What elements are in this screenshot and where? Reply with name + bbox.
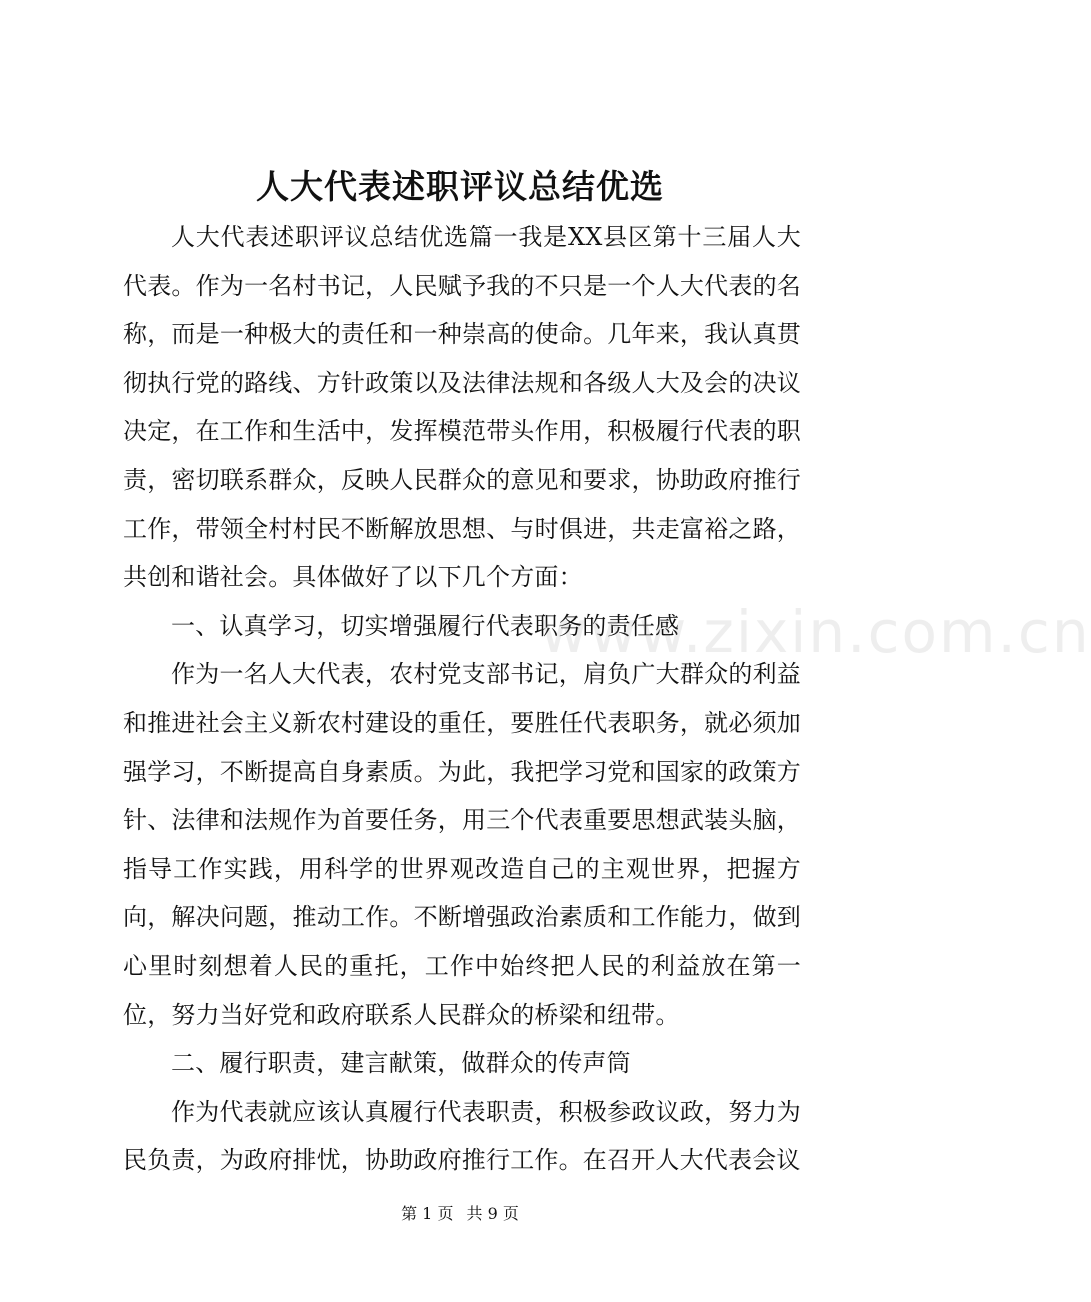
paragraph-section-2: 作为代表就应该认真履行代表职责，积极参政议政，努力为民负责，为政府排忧，协助政府推行工作。在召开人大代表会议 bbox=[123, 1097, 801, 1175]
page-footer bbox=[0, 1202, 920, 1226]
document-body bbox=[123, 213, 801, 1185]
section-heading-1: 一、认真学习，切实增强履行代表职务的责任感 bbox=[171, 611, 680, 640]
section-heading-2: 二、履行职责，建言献策，做群众的传声筒 bbox=[171, 1049, 631, 1078]
document-title: 人大代表述职评议总结优选 bbox=[256, 167, 664, 206]
page-total: 共 9 页 bbox=[466, 1204, 519, 1223]
paragraph-intro: 人大代表述职评议总结优选篇一我是XX县区第十三届人大代表。作为一名村书记，人民赋予我的不只是一个人大代表的名称，而是一种极大的责任和一种崇高的使命。几年来，我认真贯彻执行党的路线、方针政策以及法律法规和各级人大及会的决议决定，在工作和生活中，发挥模范带头作用，积极履行代表的职责，密切联系群众，反映人民群众的意见和要求，协助政府推行工作，带领全村村民不断解放思想、与时俱进，共走富裕之路，共创和谐社会。具体做好了以下几个方面： bbox=[123, 223, 801, 592]
watermark: www.zixin.com.cn bbox=[540, 598, 1091, 666]
paragraph-section-1: 作为一名人大代表，农村党支部书记，肩负广大群众的利益和推进社会主义新农村建设的重任，要胜任代表职务，就必须加强学习，不断提高自身素质。为此，我把学习党和国家的政策方针、法律和法规作为首要任务，用三个代表重要思想武装头脑，指导工作实践，用科学的世界观改造自己的主观世界，把握方向，解决问题，推动工作。不断增强政治素质和工作能力，做到心里时刻想着人民的重托，工作中始终把人民的利益放在第一位，努力当好党和政府联系人民群众的桥梁和纽带。 bbox=[123, 660, 801, 1029]
page-number: 第 1 页 bbox=[401, 1204, 454, 1223]
